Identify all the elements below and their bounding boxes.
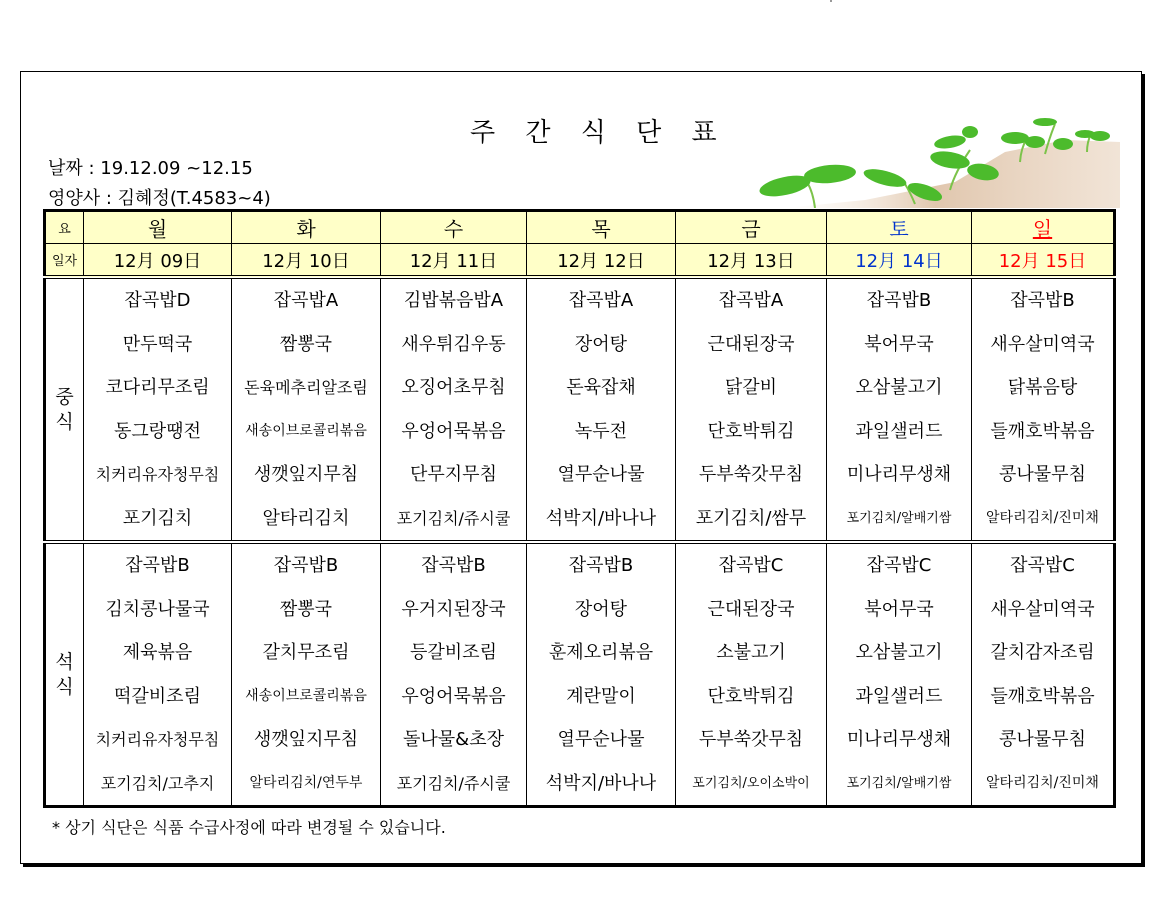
date-range: 날짜 : 19.12.09 ~12.15	[48, 158, 253, 179]
dish: 단무지무침	[410, 464, 497, 485]
dish: 과일샐러드	[855, 685, 943, 707]
dish: 포기김치/쌈무	[695, 507, 807, 529]
dietitian-info: 영양사 : 김혜정(T.4583~4)	[48, 188, 271, 209]
dish: 콩나물무침	[999, 729, 1086, 750]
weekday-label: 요	[45, 211, 84, 244]
lunch-mon	[84, 277, 232, 542]
date-tue: 12月 10日	[232, 244, 381, 278]
lunch-fri	[676, 277, 827, 542]
lunch-sat	[827, 277, 972, 542]
dish: 미나리무생채	[846, 464, 952, 485]
dish: 계란말이	[566, 685, 636, 707]
lunch-row	[45, 277, 1115, 542]
date-label: 일자	[45, 244, 84, 278]
date-fri: 12月 13日	[676, 244, 827, 278]
dinner-row	[45, 542, 1115, 807]
lunch-tue	[232, 277, 381, 542]
dish: 포기김치/쥬시쿨	[396, 773, 511, 793]
lunch-sun	[972, 277, 1115, 542]
dish: 포기김치	[122, 507, 193, 529]
dish: 갈치감자조림	[990, 642, 1095, 663]
dish: 과일샐러드	[855, 420, 943, 442]
dish: 포기김치/알배기쌈	[846, 775, 952, 791]
dish: 잡곡밥B	[273, 555, 339, 576]
dish: 떡갈비조림	[114, 685, 201, 707]
dish: 훈제오리볶음	[548, 642, 654, 663]
date-wed: 12月 11日	[381, 244, 527, 278]
dish: 열무순나물	[557, 729, 645, 750]
dinner-label-char-2: 식	[55, 675, 74, 698]
stray-dot	[830, 0, 832, 2]
dish: 오삼불고기	[855, 642, 943, 663]
lunch-thu	[527, 277, 676, 542]
dish: 근대된장국	[707, 598, 795, 620]
dish: 잡곡밥A	[568, 290, 634, 311]
date-thu: 12月 12日	[527, 244, 676, 278]
date-header-row	[45, 244, 1115, 278]
dish: 열무순나물	[557, 464, 645, 485]
dish: 잡곡밥B	[1010, 290, 1075, 311]
dish: 미나리무생채	[846, 729, 952, 750]
dish: 들깨호박볶음	[990, 685, 1095, 707]
lunch-label-char-1: 중	[55, 385, 74, 408]
dish: 김밥볶음밥A	[403, 290, 504, 311]
dish: 단호박튀김	[707, 420, 795, 442]
dish: 짬뽕국	[279, 333, 333, 355]
dish: 닭볶음탕	[1007, 377, 1078, 398]
dish: 새우살미역국	[990, 333, 1095, 355]
dish: 잡곡밥D	[124, 290, 191, 311]
dish: 두부쑥갓무침	[698, 464, 804, 485]
date-mon: 12月 09日	[84, 244, 232, 278]
dinner-label	[45, 542, 84, 807]
dish: 알타리김치	[262, 507, 350, 529]
dish: 잡곡밥C	[718, 555, 784, 576]
dish: 잡곡밥B	[568, 555, 634, 576]
dish: 장어탕	[574, 333, 628, 355]
dish: 생깻잎지무침	[253, 729, 359, 750]
dish: 돌나물&초장	[403, 729, 504, 750]
dish: 새우튀김우동	[401, 333, 506, 355]
dish: 알타리김치/연두부	[249, 774, 363, 791]
dish: 단호박튀김	[707, 685, 795, 707]
dish: 치커리유자청무침	[95, 465, 220, 484]
dish: 치커리유자청무침	[95, 730, 220, 749]
dish: 김치콩나물국	[105, 598, 210, 620]
dish: 우거지된장국	[401, 598, 506, 620]
weekday-sun: 일	[1032, 217, 1053, 241]
footnote: * 상기 식단은 식품 수급사정에 따라 변경될 수 있습니다.	[52, 818, 446, 837]
dinner-fri	[676, 542, 827, 807]
dish: 새송이브로콜리볶음	[245, 687, 367, 704]
date-sat: 12月 14日	[827, 244, 972, 278]
dish: 장어탕	[574, 598, 628, 620]
dish: 두부쑥갓무침	[698, 729, 804, 750]
dinner-label-char-1: 석	[55, 650, 74, 673]
dinner-mon	[84, 542, 232, 807]
dish: 석박지/바나나	[545, 772, 657, 794]
dish: 잡곡밥B	[421, 555, 486, 576]
dish: 닭갈비	[724, 377, 778, 398]
dinner-tue	[232, 542, 381, 807]
lunch-label	[45, 277, 84, 542]
page-title: 주 간 식 단 표	[470, 118, 728, 148]
dish: 녹두전	[574, 420, 628, 442]
weekday-sat: 토	[827, 211, 972, 244]
dish: 잡곡밥C	[1010, 555, 1075, 576]
dish: 만두떡국	[122, 333, 193, 355]
dish: 북어무국	[864, 598, 934, 620]
dish: 잡곡밥A	[273, 290, 339, 311]
dish: 갈치무조림	[262, 642, 350, 663]
dish: 근대된장국	[707, 333, 795, 355]
dish: 잡곡밥C	[866, 555, 932, 576]
dish: 알타리김치/진미채	[986, 774, 1099, 791]
dinner-thu	[527, 542, 676, 807]
dish: 북어무국	[864, 333, 934, 355]
weekday-sun-cell	[972, 211, 1115, 244]
dish: 짬뽕국	[279, 598, 333, 620]
weekday-wed: 수	[381, 211, 527, 244]
dish: 포기김치/쥬시쿨	[396, 508, 511, 528]
dinner-sat	[827, 542, 972, 807]
dinner-sun	[972, 542, 1115, 807]
dish: 소불고기	[716, 642, 786, 663]
dish: 석박지/바나나	[545, 507, 657, 529]
dish: 오삼불고기	[855, 377, 943, 398]
dish: 등갈비조림	[410, 642, 497, 663]
dish: 우엉어묵볶음	[401, 420, 506, 442]
dish: 콩나물무침	[999, 464, 1086, 485]
dish: 잡곡밥B	[866, 290, 932, 311]
dish: 돈육잡채	[566, 377, 636, 398]
weekday-thu: 목	[527, 211, 676, 244]
dish: 우엉어묵볶음	[401, 685, 506, 707]
weekly-menu-table	[43, 209, 1116, 808]
lunch-wed	[381, 277, 527, 542]
dish: 제육볶음	[122, 642, 193, 663]
dish: 코다리무조림	[105, 377, 210, 398]
dish: 돈육메추리알조림	[244, 378, 368, 397]
dinner-wed	[381, 542, 527, 807]
dish: 들깨호박볶음	[990, 420, 1095, 442]
dish: 포기김치/고추지	[100, 773, 215, 793]
dish: 새우살미역국	[990, 598, 1095, 620]
dish: 잡곡밥B	[125, 555, 190, 576]
dish: 새송이브로콜리볶음	[245, 422, 367, 439]
dish: 잡곡밥A	[718, 290, 784, 311]
weekday-tue: 화	[232, 211, 381, 244]
date-sun: 12月 15日	[972, 244, 1115, 278]
dish: 포기김치/알배기쌈	[846, 510, 952, 526]
dish: 생깻잎지무침	[253, 464, 359, 485]
dish: 알타리김치/진미채	[986, 509, 1099, 526]
dish: 동그랑땡전	[114, 420, 201, 442]
lunch-label-char-2: 식	[55, 410, 74, 433]
weekday-fri: 금	[676, 211, 827, 244]
dish: 포기김치/오이소박이	[692, 775, 810, 791]
seedlings-illustration	[745, 112, 1120, 208]
weekday-header-row	[45, 211, 1115, 244]
dish: 오징어초무침	[401, 377, 506, 398]
weekday-mon: 월	[84, 211, 232, 244]
